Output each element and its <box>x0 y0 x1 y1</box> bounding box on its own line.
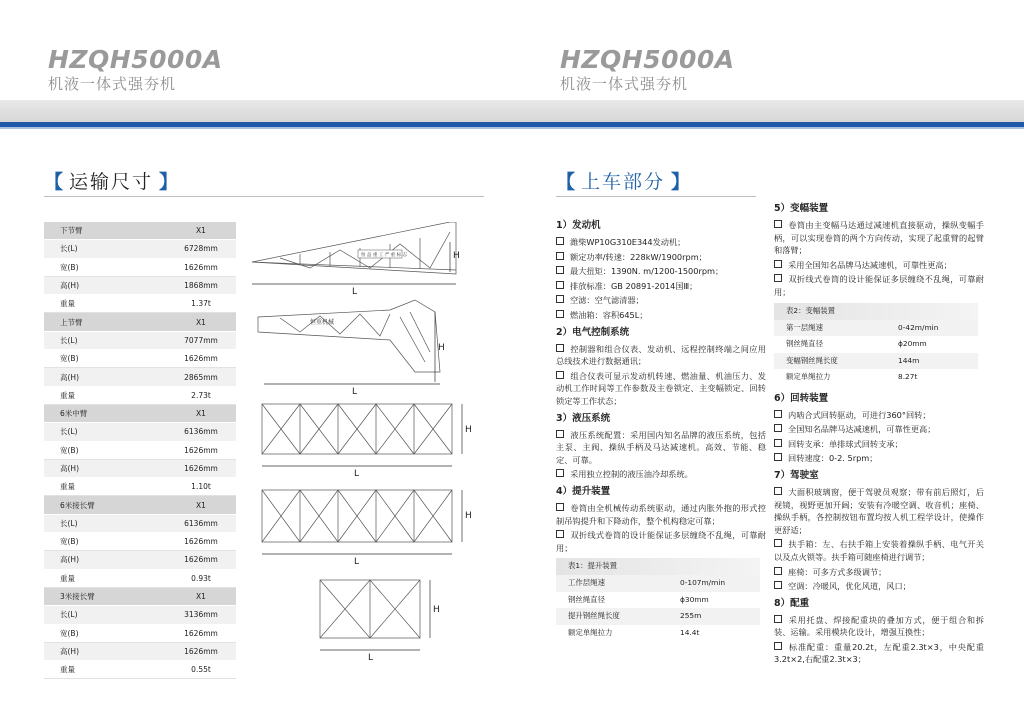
dimension-value: 0.93t <box>166 569 236 587</box>
hoist-heading: 4）提升装置 <box>556 485 611 497</box>
drawing-label-H3: H <box>465 425 472 435</box>
table-row <box>774 369 978 386</box>
engine-text: 空滤：空气滤清器； <box>570 295 644 306</box>
checkbox-bullet-icon <box>556 281 564 289</box>
checkbox-bullet-icon <box>556 371 564 379</box>
dimension-value: 1626mm <box>166 551 236 569</box>
component-count: X1 <box>166 404 236 422</box>
counterweight-text: 采用托盘、焊接配重块的叠加方式，便于组合和拆装、运输。采用模块化设计，增强互换性； <box>774 614 984 638</box>
slewing-item <box>774 438 984 451</box>
checkbox-bullet-icon <box>556 344 564 352</box>
dimension-value: 1868mm <box>166 276 236 294</box>
brand-block <box>48 46 223 94</box>
header-stripe-light <box>0 127 512 129</box>
slewing-item <box>774 409 984 422</box>
table-row <box>556 625 760 642</box>
component-count: X1 <box>166 222 236 240</box>
transport-dimension-table <box>44 222 236 679</box>
dimension-value: 1.10t <box>166 478 236 496</box>
dimension-label: 重量 <box>44 569 166 587</box>
dimension-label: 重量 <box>44 661 166 679</box>
slewing-text: 内啮合式回转驱动，可进行360°回转； <box>788 409 931 420</box>
engine-item <box>556 236 766 249</box>
model-name-right: HZQH5000A <box>560 45 735 74</box>
slewing-heading: 6）回转装置 <box>774 392 829 404</box>
cab-text: 大面积玻璃窗，便于驾驶员观察；带有前后照灯，后视镜，视野更加开阔；安装有冷暖空调、收音机；座椅、操纵手柄，各控制按钮布置均按人机工程学设计，使操作更舒适； <box>774 486 984 535</box>
table-row <box>556 575 760 592</box>
header-band-right <box>512 100 1024 122</box>
checkbox-bullet-icon <box>556 237 564 245</box>
table-section-header <box>44 496 236 514</box>
hydraulic-text: 液压系统配置：采用国内知名品牌的液压系统，包括主泵、主阀、操纵手柄及马达减速机。高效、节能、稳定、可靠。 <box>556 429 766 465</box>
hydraulic-item <box>556 429 766 467</box>
hydraulic-text: 采用独立控制的液压油冷却系统。 <box>570 469 693 480</box>
dimension-label: 长(L) <box>44 606 166 624</box>
table-row <box>44 606 236 624</box>
checkbox-bullet-icon <box>774 260 782 268</box>
spec-column-2 <box>774 198 984 668</box>
dimension-value: 1626mm <box>166 441 236 459</box>
checkbox-bullet-icon <box>774 220 782 228</box>
checkbox-bullet-icon <box>556 503 564 511</box>
dimension-value: 6136mm <box>166 423 236 441</box>
component-name: 3米接长臂 <box>44 587 166 605</box>
table-caption: 表2：变幅装置 <box>774 303 978 320</box>
electric-heading: 2）电气控制系统 <box>556 326 630 338</box>
drawing-label-L5: L <box>368 653 374 662</box>
cab-text: 座椅：可多方式多级调节； <box>788 566 887 577</box>
table-row <box>44 533 236 551</box>
table-row <box>774 353 978 370</box>
table-section-header <box>44 313 236 331</box>
luffing-item <box>774 273 984 298</box>
table-row <box>44 331 236 349</box>
spec-label: 钢丝绳直径 <box>556 592 676 609</box>
electric-item <box>556 370 766 408</box>
dimension-value: 1626mm <box>166 258 236 276</box>
dimension-value: 1626mm <box>166 459 236 477</box>
table-row <box>44 258 236 276</box>
table-row <box>44 350 236 368</box>
checkbox-bullet-icon <box>774 453 782 461</box>
dimension-value: 3136mm <box>166 606 236 624</box>
dimension-value: 7077mm <box>166 331 236 349</box>
dimension-label: 宽(B) <box>44 624 166 642</box>
brand-block-right <box>560 46 735 94</box>
cab-text: 扶手箱：左、右扶手箱上安装着操纵手柄、电气开关以及点火锁等。扶手箱可随座椅进行调节； <box>774 539 984 562</box>
drawing-label-L1: L <box>352 287 358 297</box>
spec-value: 0-42m/min <box>894 320 978 337</box>
checkbox-bullet-icon <box>774 439 782 447</box>
spec-value: ϕ20mm <box>894 336 978 353</box>
table-row <box>44 423 236 441</box>
luffing-text: 采用全国知名品牌马达减速机，可靠性更高； <box>788 259 952 270</box>
engine-text: 燃油箱：容积645L； <box>570 309 648 320</box>
drawing-label-H2: H <box>438 343 445 353</box>
table-row <box>44 276 236 294</box>
cab-item <box>774 486 984 536</box>
hydraulic-item <box>556 468 766 481</box>
right-page <box>512 0 1024 710</box>
section-title-right: 上车部分 <box>581 171 666 193</box>
drawing-label-L4: L <box>354 557 360 567</box>
slewing-item <box>774 423 984 436</box>
engine-text: 最大扭矩：1390N. m/1200-1500rpm； <box>570 266 724 277</box>
slewing-text: 全国知名品牌马达减速机，可靠性更高； <box>788 424 936 435</box>
dimension-label: 高(H) <box>44 551 166 569</box>
counterweight-item <box>774 641 984 666</box>
cab-item <box>774 538 984 563</box>
dimension-value: 0.55t <box>166 661 236 679</box>
checkbox-bullet-icon <box>774 410 782 418</box>
hoist-text: 双折线式卷筒的设计能保证多层缠绕不乱绳，可靠耐用； <box>556 530 766 553</box>
counterweight-item <box>774 614 984 639</box>
section-heading-transport: 【 运输尺寸 】 <box>44 171 179 193</box>
engine-item <box>556 251 766 264</box>
drawing-label-L3: L <box>354 469 360 479</box>
spec-label: 工作层绳速 <box>556 575 676 592</box>
section-divider <box>44 196 484 197</box>
spec-label: 额定单绳拉力 <box>774 369 894 386</box>
table-row <box>44 624 236 642</box>
spec-label: 变幅钢丝绳长度 <box>774 353 894 370</box>
table-row <box>774 336 978 353</box>
dimension-value: 6728mm <box>166 240 236 258</box>
luffing-text: 卷筒由主变幅马达通过减速机直接驱动，操纵变幅手柄，可以实现卷筒的两个方向传动，实现了起重臂的起臂和落臂； <box>774 220 984 256</box>
electric-text: 控制器和组合仪表、发动机、远程控制终端之间应用总线技术进行数据通讯； <box>556 343 766 367</box>
header-band <box>0 100 512 122</box>
component-name: 上节臂 <box>44 313 166 331</box>
dimension-value: 1626mm <box>166 533 236 551</box>
spec-label: 第一层绳速 <box>774 320 894 337</box>
hoist-item <box>556 502 766 527</box>
dimension-label: 长(L) <box>44 240 166 258</box>
counterweight-text: 标准配重：重量20.2t，左配重2.3t×3，中央配重3.2t×2,右配重2.3t×3； <box>774 641 984 665</box>
dimension-label: 长(L) <box>44 331 166 349</box>
dimension-label: 重量 <box>44 478 166 496</box>
dimension-value: 1626mm <box>166 642 236 660</box>
component-name: 6米接长臂 <box>44 496 166 514</box>
spec-value: 14.4t <box>676 625 760 642</box>
table-section-header <box>44 404 236 422</box>
dimension-label: 高(H) <box>44 368 166 386</box>
dimension-value: 2.73t <box>166 386 236 404</box>
luffing-text: 双折线式卷筒的设计能保证多层缠绕不乱绳，可靠耐用； <box>774 274 984 297</box>
cab-text: 空调：冷暖风，优化风道，风口； <box>788 581 911 592</box>
boom-drawings <box>240 222 480 662</box>
dimension-label: 重量 <box>44 386 166 404</box>
drawing-label-H4: H <box>465 511 472 521</box>
luffing-heading: 5）变幅装置 <box>774 203 829 214</box>
dimension-label: 宽(B) <box>44 533 166 551</box>
spec-value: 255m <box>676 608 760 625</box>
dimension-label: 高(H) <box>44 459 166 477</box>
component-name: 6米中臂 <box>44 404 166 422</box>
checkbox-bullet-icon <box>774 581 782 589</box>
electric-item <box>556 343 766 368</box>
component-name: 下节臂 <box>44 222 166 240</box>
model-subtitle-right: 机液一体式强夯机 <box>560 75 689 93</box>
spec-label: 钢丝绳直径 <box>774 336 894 353</box>
checkbox-bullet-icon <box>556 295 564 303</box>
spec-value: 144m <box>894 353 978 370</box>
engine-item <box>556 280 766 293</box>
dimension-label: 长(L) <box>44 423 166 441</box>
table-row <box>44 642 236 660</box>
checkbox-bullet-icon <box>774 642 782 650</box>
table-section-header <box>44 222 236 240</box>
section-divider-right <box>556 196 756 197</box>
slewing-text: 回转速度：0-2. 5rpm； <box>788 453 878 464</box>
table-row <box>44 569 236 587</box>
engine-item <box>556 309 766 322</box>
table-row <box>556 592 760 609</box>
dimension-label: 宽(B) <box>44 258 166 276</box>
engine-item <box>556 265 766 278</box>
cab-heading: 7）驾驶室 <box>774 469 819 481</box>
engine-heading: 1）发动机 <box>556 220 601 231</box>
table-row <box>44 661 236 679</box>
drawing-label-L2: L <box>352 387 358 397</box>
engine-text: 排放标准：GB 20891-2014国Ⅲ； <box>570 280 698 291</box>
engine-item <box>556 294 766 307</box>
dimension-label: 高(H) <box>44 642 166 660</box>
spec-column-1 <box>556 215 766 647</box>
table-row <box>44 368 236 386</box>
table-row <box>44 441 236 459</box>
hoist-item <box>556 529 766 554</box>
plate-label-1: 恒 益 重 工 严 重 标 志 <box>361 253 408 258</box>
header-stripe-light-right <box>512 127 1024 129</box>
spec-value: ϕ30mm <box>676 592 760 609</box>
table-row <box>44 459 236 477</box>
drawing-label-H5: H <box>433 605 440 615</box>
checkbox-bullet-icon <box>774 615 782 623</box>
luffing-spec-table <box>774 303 978 386</box>
drawing-label-H1: H <box>453 251 460 261</box>
dimension-value: 6136mm <box>166 514 236 532</box>
table-row <box>774 320 978 337</box>
table-row <box>556 608 760 625</box>
checkbox-bullet-icon <box>556 430 564 438</box>
component-count: X1 <box>166 313 236 331</box>
dimension-label: 高(H) <box>44 276 166 294</box>
dimension-value: 1626mm <box>166 350 236 368</box>
checkbox-bullet-icon <box>556 266 564 274</box>
spec-label: 提升钢丝绳长度 <box>556 608 676 625</box>
checkbox-bullet-icon <box>774 274 782 282</box>
checkbox-bullet-icon <box>556 252 564 260</box>
table-row <box>44 551 236 569</box>
checkbox-bullet-icon <box>774 539 782 547</box>
hydraulic-heading: 3）液压系统 <box>556 412 611 424</box>
spec-value: 8.27t <box>894 369 978 386</box>
table-section-header <box>44 587 236 605</box>
checkbox-bullet-icon <box>556 530 564 538</box>
model-subtitle: 机液一体式强夯机 <box>48 75 177 93</box>
component-count: X1 <box>166 587 236 605</box>
cab-item <box>774 580 984 593</box>
table-row <box>44 478 236 496</box>
slewing-text: 回转支承：单排球式回转支承； <box>788 438 903 449</box>
checkbox-bullet-icon <box>774 487 782 495</box>
luffing-item <box>774 259 984 272</box>
dimension-label: 长(L) <box>44 514 166 532</box>
table-row <box>44 386 236 404</box>
model-name: HZQH5000A <box>48 45 223 74</box>
engine-text: 潍柴WP10G310E344发动机； <box>570 237 686 247</box>
plate-label-2: 恒重机械 <box>310 319 335 326</box>
section-heading-upper: 【 上车部分 】 <box>556 171 691 193</box>
hoist-text: 卷筒由全机械传动系统驱动，通过内胀外抱的形式控制吊钩提升和下降动作，整个机构稳定可靠； <box>556 502 766 526</box>
luffing-item <box>774 219 984 257</box>
dimension-label: 重量 <box>44 295 166 313</box>
checkbox-bullet-icon <box>774 567 782 575</box>
dimension-value: 2865mm <box>166 368 236 386</box>
spec-label: 额定单绳拉力 <box>556 625 676 642</box>
hoist-spec-table <box>556 558 760 641</box>
dimension-label: 宽(B) <box>44 350 166 368</box>
checkbox-bullet-icon <box>556 469 564 477</box>
component-count: X1 <box>166 496 236 514</box>
electric-text: 组合仪表可显示发动机转速、燃油量、机油压力、发动机工作时间等工作参数及主卷锁定、主变幅锁定、回转锁定等工作状态； <box>556 370 766 406</box>
table-row <box>44 514 236 532</box>
section-title: 运输尺寸 <box>69 171 154 193</box>
slewing-item <box>774 452 984 465</box>
counterweight-heading: 8）配重 <box>774 597 810 609</box>
dimension-value: 1626mm <box>166 624 236 642</box>
table-row <box>44 295 236 313</box>
cab-item <box>774 566 984 579</box>
spec-value: 0-107m/min <box>676 575 760 592</box>
engine-text: 额定功率/转速：228kW/1900rpm； <box>570 251 707 262</box>
table-caption: 表1：提升装置 <box>556 558 760 575</box>
dimension-value: 1.37t <box>166 295 236 313</box>
table-row <box>44 240 236 258</box>
checkbox-bullet-icon <box>774 424 782 432</box>
checkbox-bullet-icon <box>556 310 564 318</box>
dimension-label: 宽(B) <box>44 441 166 459</box>
